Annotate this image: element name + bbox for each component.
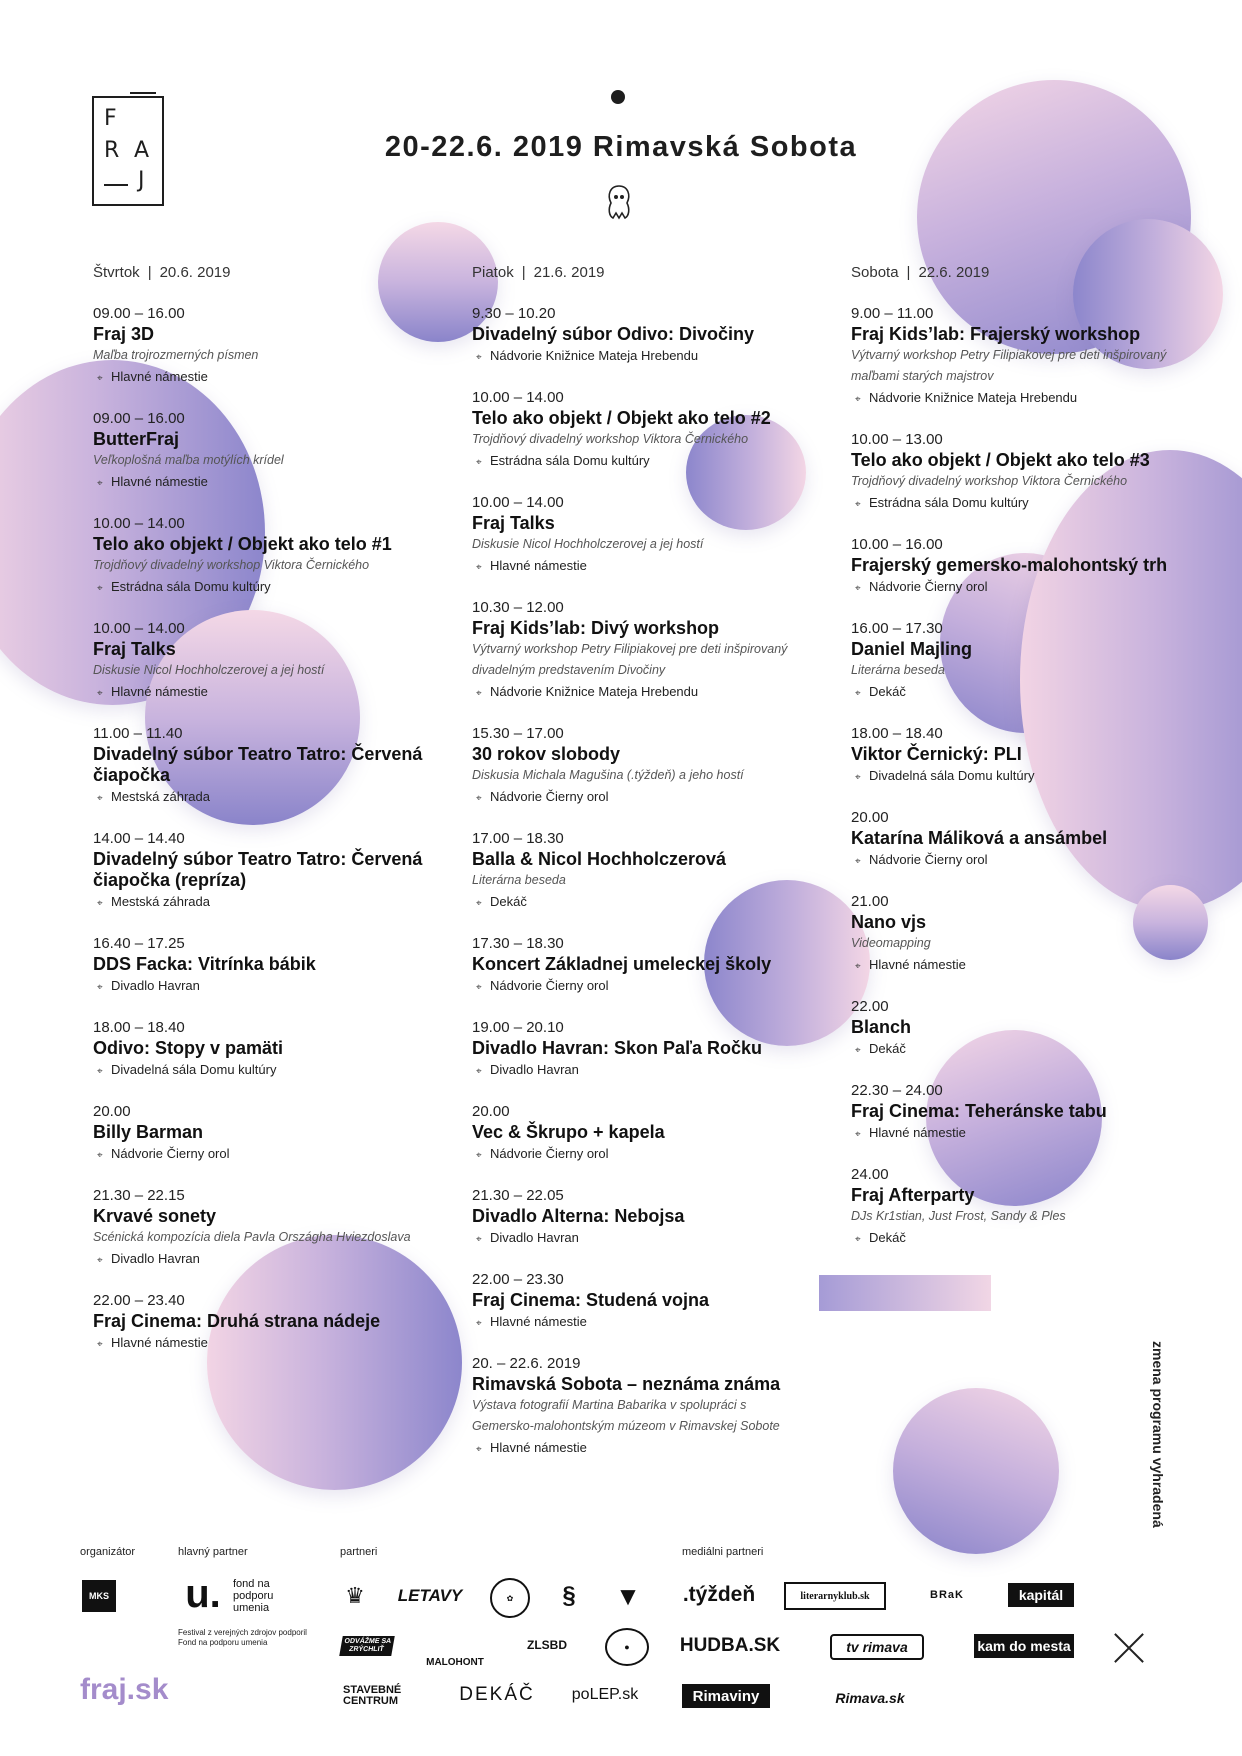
- event-title: Fraj Cinema: Studená vojna: [472, 1290, 710, 1310]
- event-time: 22.30 – 24.00: [851, 1082, 943, 1099]
- program-event: [472, 1102, 802, 1166]
- event-title: Fraj Kids’lab: Divý workshop: [472, 618, 720, 638]
- event-description: Maľba trojrozmerných písmen: [93, 348, 259, 362]
- location-pin-icon: ⌖: [97, 1066, 103, 1077]
- program-event: [472, 1018, 802, 1082]
- venue-name: Divadlo Havran: [111, 978, 200, 993]
- event-title: Nano vjs: [851, 912, 927, 932]
- venue-name: Mestská záhrada: [111, 894, 210, 909]
- event-venue: [472, 450, 802, 473]
- event-description: Trojdňový divadelný workshop Viktora Černického: [472, 432, 749, 446]
- event-description: Literárna beseda: [472, 873, 566, 887]
- website-link[interactable]: fraj.sk: [80, 1673, 169, 1706]
- program-column-saturday: [851, 264, 1181, 1270]
- location-pin-icon: ⌖: [855, 961, 861, 972]
- location-pin-icon: ⌖: [97, 478, 103, 489]
- program-event: [93, 304, 423, 389]
- location-pin-icon: ⌖: [97, 688, 103, 699]
- close-icon[interactable]: [1113, 1632, 1145, 1664]
- event-title: Billy Barman: [93, 1122, 204, 1142]
- program-event: [851, 430, 1181, 515]
- event-title: Divadelný súbor Teatro Tatro: Červená čiapočka (repríza): [93, 849, 423, 890]
- venue-name: Estrádna sála Domu kultúry: [490, 453, 650, 468]
- location-pin-icon: ⌖: [855, 1234, 861, 1245]
- partner-logo-dekac: DEKÁČ: [459, 1684, 535, 1705]
- event-time: 15.30 – 17.00: [472, 725, 564, 742]
- main-partner-logo: u.: [185, 1571, 221, 1616]
- event-time: 10.00 – 14.00: [472, 494, 564, 511]
- event-venue: [93, 576, 423, 599]
- venue-name: Dekáč: [869, 1230, 906, 1245]
- program-change-note: zmena programu vyhradená: [1150, 1341, 1166, 1528]
- location-pin-icon: ⌖: [476, 898, 482, 909]
- venue-name: Divadlo Havran: [490, 1230, 579, 1245]
- event-time: 20.00: [472, 1103, 510, 1120]
- event-venue: [851, 1038, 1181, 1061]
- venue-name: Divadelná sála Domu kultúry: [869, 768, 1035, 783]
- event-title: Koncert Základnej umeleckej školy: [472, 954, 772, 974]
- partner-logo-polep: poLEP.sk: [571, 1686, 639, 1703]
- event-title: ButterFraj: [93, 429, 180, 449]
- main-partner-note: Festival z verejných zdrojov podporil Fond na podporu umenia: [178, 1628, 307, 1647]
- logo-letter: R: [104, 138, 120, 163]
- venue-name: Dekáč: [869, 684, 906, 699]
- event-title: Fraj 3D: [93, 324, 155, 344]
- separator: |: [906, 264, 911, 281]
- venue-name: Divadlo Havran: [111, 1251, 200, 1266]
- program-event: [93, 1102, 423, 1166]
- main-partner-label: hlavný partner: [178, 1546, 248, 1558]
- event-description: Scénická kompozícia diela Pavla Országha Hviezdoslava: [93, 1230, 411, 1244]
- event-time: 19.00 – 20.10: [472, 1019, 564, 1036]
- logo-letter: F: [104, 106, 117, 131]
- event-description: Výtvarný workshop Petry Filipiakovej pre deti inšpirovaný maľbami starých majstrov: [851, 348, 1167, 383]
- event-time: 22.00 – 23.40: [93, 1292, 185, 1309]
- event-time: 20. – 22.6. 2019: [472, 1355, 581, 1372]
- event-title: Katarína Máliková a ansámbel: [851, 828, 1108, 848]
- event-time: 20.00: [93, 1103, 131, 1120]
- venue-name: Estrádna sála Domu kultúry: [869, 495, 1029, 510]
- media-logo-tvrimava: tv rimava: [830, 1634, 924, 1660]
- venue-name: Hlavné námestie: [490, 1314, 587, 1329]
- event-description: Diskusie Nicol Hochholczerovej a jej hostí: [93, 663, 325, 677]
- location-pin-icon: ⌖: [97, 982, 103, 993]
- decor-bubble: [893, 1388, 1059, 1554]
- venue-name: Nádvorie Knižnice Mateja Hrebendu: [869, 390, 1078, 405]
- event-time: 10.00 – 14.00: [93, 620, 185, 637]
- event-time: 9.00 – 11.00: [851, 305, 934, 322]
- event-venue: [851, 765, 1181, 788]
- partners-label: partneri: [340, 1546, 378, 1558]
- event-description: Videomapping: [851, 936, 931, 950]
- logo-rule: [104, 184, 128, 186]
- program-column-thursday: [93, 264, 423, 1375]
- event-time: 16.40 – 17.25: [93, 935, 185, 952]
- day-date: 22.6. 2019: [918, 264, 990, 281]
- media-logo-literarnyklub: literarnyklub.sk: [784, 1582, 886, 1610]
- location-pin-icon: ⌖: [855, 394, 861, 405]
- event-venue: [472, 975, 802, 998]
- program-event: [851, 892, 1181, 977]
- program-event: [472, 1270, 802, 1334]
- event-time: 10.00 – 14.00: [93, 515, 185, 532]
- location-pin-icon: ⌖: [476, 688, 482, 699]
- event-title: Fraj Afterparty: [851, 1185, 975, 1205]
- program-event: [472, 388, 802, 473]
- venue-name: Nádvorie Čierny orol: [111, 1146, 230, 1161]
- event-title: Blanch: [851, 1017, 912, 1037]
- program-event: [851, 1081, 1181, 1145]
- event-time: 22.00: [851, 998, 889, 1015]
- program-event: [472, 598, 802, 704]
- program-event: [93, 409, 423, 494]
- day-date: 21.6. 2019: [533, 264, 605, 281]
- partner-logo-odvazme: ODVÁŽME SA ZRÝCHLIŤ: [339, 1636, 395, 1656]
- venue-name: Nádvorie Čierny orol: [490, 789, 609, 804]
- event-description: Výtvarný workshop Petry Filipiakovej pre deti inšpirovaný divadelným predstavením Divočiny: [472, 642, 788, 677]
- location-pin-icon: ⌖: [855, 1045, 861, 1056]
- partner-logo-stavebne-centrum: STAVEBNÉ CENTRUM: [343, 1684, 402, 1707]
- program-event: [472, 1354, 802, 1460]
- partner-v-icon: ▼: [615, 1580, 641, 1611]
- event-title: Fraj Talks: [472, 513, 555, 533]
- venue-name: Divadelná sála Domu kultúry: [111, 1062, 277, 1077]
- location-pin-icon: ⌖: [476, 457, 482, 468]
- event-time: 22.00 – 23.30: [472, 1271, 564, 1288]
- logo-letter: A: [134, 138, 150, 163]
- event-venue: [472, 681, 802, 704]
- event-venue: [472, 1311, 802, 1334]
- venue-name: Hlavné námestie: [869, 1125, 966, 1140]
- event-venue: [93, 681, 423, 704]
- program-event: [472, 829, 802, 914]
- event-title: Rimavská Sobota – neznáma známa: [472, 1374, 781, 1394]
- program-event: [93, 724, 423, 809]
- venue-name: Nádvorie Knižnice Mateja Hrebendu: [490, 348, 699, 363]
- day-name: Piatok: [472, 264, 514, 281]
- event-venue: [472, 786, 802, 809]
- event-time: 21.30 – 22.05: [472, 1187, 564, 1204]
- venue-name: Divadlo Havran: [490, 1062, 579, 1077]
- location-pin-icon: ⌖: [476, 1150, 482, 1161]
- event-venue: [851, 1227, 1181, 1250]
- venue-name: Nádvorie Čierny orol: [490, 978, 609, 993]
- event-title: Divadelný súbor Odivo: Divočiny: [472, 324, 755, 344]
- event-description: Diskusie Nicol Hochholczerovej a jej hostí: [472, 537, 704, 551]
- round-badge-icon: ●: [605, 1628, 649, 1666]
- location-pin-icon: ⌖: [476, 982, 482, 993]
- logo-letter: J: [138, 168, 145, 193]
- location-pin-icon: ⌖: [476, 793, 482, 804]
- event-venue: [93, 1059, 423, 1082]
- event-description: Trojdňový divadelný workshop Viktora Černického: [851, 474, 1128, 488]
- venue-name: Hlavné námestie: [490, 1440, 587, 1455]
- location-pin-icon: ⌖: [97, 898, 103, 909]
- media-logo-hudba: HUDBA.SK: [679, 1635, 781, 1656]
- location-pin-icon: ⌖: [97, 373, 103, 384]
- main-partner-name: fond na podporu umenia: [233, 1578, 274, 1614]
- location-pin-icon: ⌖: [97, 793, 103, 804]
- event-venue: [472, 1227, 802, 1250]
- location-pin-icon: ⌖: [97, 1339, 103, 1350]
- venue-name: Hlavné námestie: [490, 558, 587, 573]
- separator: |: [147, 264, 152, 281]
- separator: |: [521, 264, 526, 281]
- program-event: [851, 535, 1181, 599]
- location-pin-icon: ⌖: [97, 1150, 103, 1161]
- location-pin-icon: ⌖: [476, 1066, 482, 1077]
- event-time: 11.00 – 11.40: [93, 725, 183, 742]
- venue-name: Mestská záhrada: [111, 789, 210, 804]
- location-pin-icon: ⌖: [97, 1255, 103, 1266]
- location-pin-icon: ⌖: [476, 352, 482, 363]
- location-pin-icon: ⌖: [476, 562, 482, 573]
- program-event: [93, 1018, 423, 1082]
- venue-name: Nádvorie Čierny orol: [869, 852, 988, 867]
- event-title: 30 rokov slobody: [472, 744, 621, 764]
- media-logo-tyzden: .týždeň: [682, 1583, 756, 1606]
- partner-logo-zlsbd: ZLSBD: [527, 1638, 567, 1652]
- program-event: [851, 808, 1181, 872]
- event-venue: [851, 387, 1181, 410]
- media-logo-kamdomesta: kam do mesta: [974, 1634, 1074, 1658]
- venue-name: Nádvorie Čierny orol: [490, 1146, 609, 1161]
- venue-name: Dekáč: [490, 894, 527, 909]
- venue-name: Hlavné námestie: [111, 684, 208, 699]
- event-title: Balla & Nicol Hochholczerová: [472, 849, 727, 869]
- event-time: 21.00: [851, 893, 889, 910]
- event-title: Fraj Cinema: Teheránske tabu: [851, 1101, 1107, 1121]
- location-pin-icon: ⌖: [97, 583, 103, 594]
- event-venue: [93, 786, 423, 809]
- event-venue: [472, 555, 802, 578]
- partner-logo-malohont: MALOHONT: [426, 1657, 484, 1668]
- location-pin-icon: ⌖: [855, 1129, 861, 1140]
- event-description: Literárna beseda: [851, 663, 945, 677]
- event-venue: [93, 1248, 423, 1271]
- location-pin-icon: ⌖: [476, 1318, 482, 1329]
- venue-name: Nádvorie Knižnice Mateja Hrebendu: [490, 684, 699, 699]
- event-title: Telo ako objekt / Objekt ako telo #1: [93, 534, 392, 554]
- event-time: 10.00 – 14.00: [472, 389, 564, 406]
- event-description: Diskusia Michala Magušina (.týždeň) a jeho hostí: [472, 768, 744, 782]
- location-pin-icon: ⌖: [855, 772, 861, 783]
- event-title: Divadelný súbor Teatro Tatro: Červená čiapočka: [93, 744, 423, 785]
- program-event: [93, 514, 423, 599]
- event-time: 9.30 – 10.20: [472, 305, 556, 322]
- program-event: [472, 934, 802, 998]
- event-time: 17.00 – 18.30: [472, 830, 564, 847]
- program-event: [851, 997, 1181, 1061]
- location-pin-icon: ⌖: [855, 856, 861, 867]
- event-title: Fraj Talks: [93, 639, 176, 659]
- partner-emblem-icon: §: [562, 1582, 576, 1609]
- event-venue: [851, 681, 1181, 704]
- event-time: 09.00 – 16.00: [93, 410, 185, 427]
- event-venue: [93, 1143, 423, 1166]
- event-time: 10.00 – 16.00: [851, 536, 943, 553]
- event-description: Veľkoplošná maľba motýlích krídel: [93, 453, 284, 467]
- coat-of-arms-icon: ♛: [345, 1583, 365, 1608]
- event-title: DDS Facka: Vitrínka bábik: [93, 954, 316, 974]
- venue-name: Hlavné námestie: [111, 369, 208, 384]
- event-time: 18.00 – 18.40: [851, 725, 943, 742]
- venue-name: Dekáč: [869, 1041, 906, 1056]
- program-event: [851, 724, 1181, 788]
- event-description: Trojdňový divadelný workshop Viktora Černického: [93, 558, 370, 572]
- seal-icon: ✿: [490, 1578, 530, 1618]
- day-name: Štvrtok: [93, 264, 140, 281]
- event-time: 09.00 – 16.00: [93, 305, 185, 322]
- event-venue: [851, 576, 1181, 599]
- event-venue: [851, 849, 1181, 872]
- day-heading: [472, 264, 802, 284]
- media-logo-rimava: Rimava.sk: [835, 1690, 905, 1706]
- program-event: [472, 1186, 802, 1250]
- day-name: Sobota: [851, 264, 899, 281]
- venue-name: Hlavné námestie: [111, 474, 208, 489]
- event-venue: [472, 891, 802, 914]
- media-logo-brak: BRaK: [930, 1589, 964, 1601]
- program-event: [93, 934, 423, 998]
- mascot-icon: [603, 183, 635, 221]
- event-venue: [93, 891, 423, 914]
- event-venue: [93, 471, 423, 494]
- header-dot: [611, 90, 625, 104]
- event-time: 21.30 – 22.15: [93, 1187, 185, 1204]
- event-venue: [93, 1332, 423, 1355]
- event-title: Viktor Černický: PLI: [851, 744, 1022, 764]
- media-logo-kapital: kapitál: [1008, 1583, 1074, 1607]
- event-title: Fraj Cinema: Druhá strana nádeje: [93, 1311, 381, 1331]
- organizer-logo: MKS: [82, 1580, 116, 1612]
- event-venue: [93, 366, 423, 389]
- program-event: [472, 724, 802, 809]
- event-title: Divadlo Havran: Skon Paľa Ročku: [472, 1038, 763, 1058]
- location-pin-icon: ⌖: [855, 583, 861, 594]
- event-title: Divadlo Alterna: Nebojsa: [472, 1206, 685, 1226]
- event-venue: [851, 954, 1181, 977]
- event-venue: [851, 492, 1181, 515]
- partner-logo-letavy: LETAVY: [397, 1586, 463, 1605]
- event-time: 14.00 – 14.40: [93, 830, 185, 847]
- program-event: [472, 304, 802, 368]
- program-event: [851, 1165, 1181, 1250]
- logo-rule: [130, 92, 156, 94]
- venue-name: Hlavné námestie: [869, 957, 966, 972]
- venue-name: Hlavné námestie: [111, 1335, 208, 1350]
- event-time: 24.00: [851, 1166, 889, 1183]
- location-pin-icon: ⌖: [476, 1444, 482, 1455]
- location-pin-icon: ⌖: [476, 1234, 482, 1245]
- program-event: [93, 829, 423, 914]
- event-description: DJs Kr1stian, Just Frost, Sandy & Ples: [851, 1209, 1066, 1223]
- event-title: Vec & Škrupo + kapela: [472, 1122, 665, 1142]
- day-heading: [851, 264, 1181, 284]
- event-title: Krvavé sonety: [93, 1206, 217, 1226]
- program-event: [93, 619, 423, 704]
- decor-bar: [819, 1275, 991, 1311]
- event-title: Fraj Kids’lab: Frajerský workshop: [851, 324, 1141, 344]
- event-time: 10.00 – 13.00: [851, 431, 943, 448]
- event-title: Frajerský gemersko-malohontský trh: [851, 555, 1168, 575]
- event-time: 20.00: [851, 809, 889, 826]
- event-venue: [472, 1437, 802, 1460]
- media-logo-rimaviny: Rimaviny: [682, 1684, 770, 1708]
- day-heading: [93, 264, 423, 284]
- media-partners-label: mediálni partneri: [682, 1546, 764, 1558]
- organizer-label: organizátor: [80, 1546, 136, 1558]
- event-title: Odivo: Stopy v pamäti: [93, 1038, 284, 1058]
- program-column-friday: [472, 264, 802, 1480]
- event-time: 17.30 – 18.30: [472, 935, 564, 952]
- event-description: Výstava fotografií Martina Babarika v spolupráci s Gemersko-malohontským múzeom v Rimavskej Sobote: [472, 1398, 780, 1433]
- event-title: Telo ako objekt / Objekt ako telo #2: [472, 408, 771, 428]
- event-title: Daniel Majling: [851, 639, 973, 659]
- event-venue: [472, 1143, 802, 1166]
- event-venue: [472, 345, 802, 368]
- event-time: 16.00 – 17.30: [851, 620, 943, 637]
- event-time: 18.00 – 18.40: [93, 1019, 185, 1036]
- location-pin-icon: ⌖: [855, 499, 861, 510]
- event-venue: [851, 1122, 1181, 1145]
- program-event: [93, 1291, 423, 1355]
- venue-name: Estrádna sála Domu kultúry: [111, 579, 271, 594]
- program-event: [851, 304, 1181, 410]
- location-pin-icon: ⌖: [855, 688, 861, 699]
- program-event: [472, 493, 802, 578]
- event-venue: [93, 975, 423, 998]
- program-event: [851, 619, 1181, 704]
- program-event: [93, 1186, 423, 1271]
- venue-name: Nádvorie Čierny orol: [869, 579, 988, 594]
- event-venue: [472, 1059, 802, 1082]
- page-title: 20-22.6. 2019 Rimavská Sobota: [384, 131, 858, 163]
- event-title: Telo ako objekt / Objekt ako telo #3: [851, 450, 1150, 470]
- day-date: 20.6. 2019: [159, 264, 231, 281]
- event-time: 10.30 – 12.00: [472, 599, 564, 616]
